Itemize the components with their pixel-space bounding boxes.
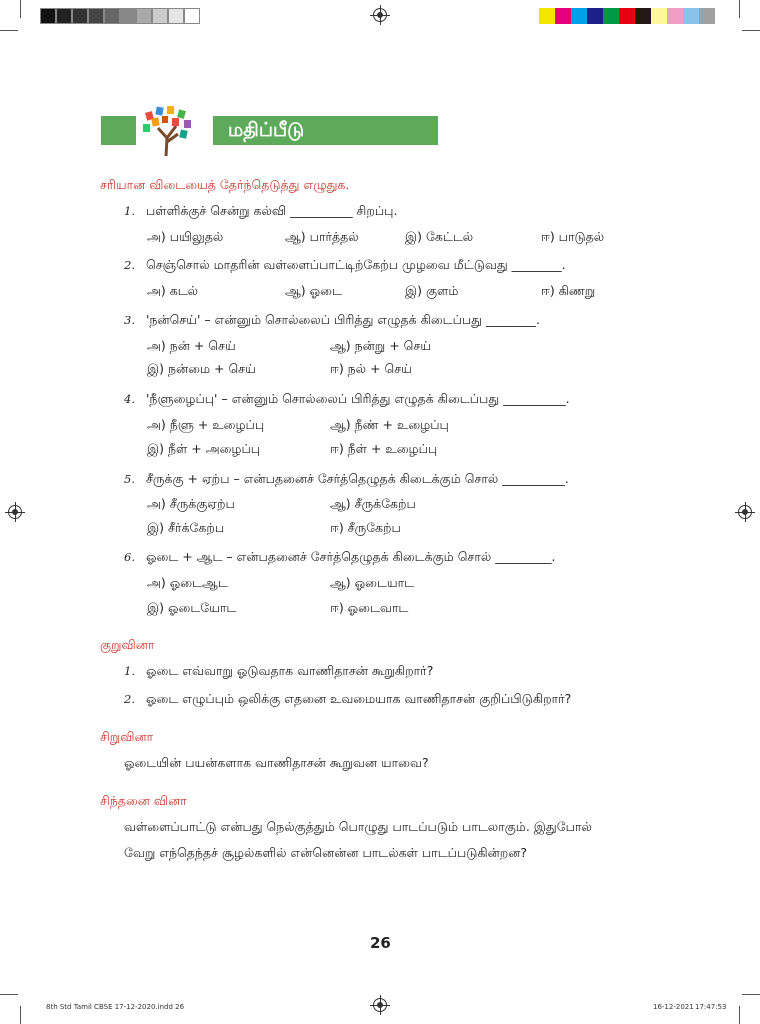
option-c: இ) நன்மை + செய் <box>147 361 256 376</box>
option-c: இ) கேட்டல் <box>405 229 474 244</box>
page-title: மதிப்பீடு <box>228 119 305 141</box>
thinking-heading: சிந்தனை வினா <box>100 793 187 808</box>
option-c: இ) நீள் + அழைப்பு <box>147 441 261 456</box>
option-a: அ) ஓடைஆட <box>147 575 228 590</box>
page-number: 26 <box>370 934 391 952</box>
option-d: ஈ) நீள் + உழைப்பு <box>330 441 438 456</box>
crop-mark <box>742 994 760 995</box>
option-c: இ) குளம் <box>405 283 459 298</box>
crop-mark <box>0 994 18 995</box>
banner-left-bar <box>101 116 136 145</box>
crop-mark <box>739 1006 740 1024</box>
question-3: 3. 'நன்செய்' – என்னும் சொல்லைப் பிரித்து எழுதக் கிடைப்பது ________. <box>124 312 541 327</box>
footer-time: 17:47:53 <box>695 1003 727 1011</box>
option-b: ஆ) நன்று + செய் <box>330 338 432 353</box>
footer-date: 16-12-2021 <box>653 1003 694 1011</box>
option-b: ஆ) சீருக்கேற்ப <box>330 496 416 511</box>
option-c: இ) சீர்க்கேற்ப <box>147 520 225 535</box>
thinking-line-2: வேறு எந்தெந்தச் சூழல்களில் என்னென்ன பாடல்கள் பாடப்படுகின்றன? <box>124 845 528 860</box>
registration-mark-icon <box>8 505 22 519</box>
crop-mark <box>0 30 18 31</box>
option-d: ஈ) கிணறு <box>541 283 596 298</box>
question-1: 1. பள்ளிக்குச் சென்று கல்வி __________ சிறப்பு. <box>124 203 398 218</box>
grayscale-calibration-bar <box>40 8 200 24</box>
short-question-2: 2. ஓடை எழுப்பும் ஒலிக்கு எதனை உவமையாக வாணிதாசன் குறிப்பிடுகிறார்? <box>124 691 572 706</box>
question-2: 2. செஞ்சொல் மாதரின் வள்ளைப்பாட்டிற்கேற்ப முழவை மீட்டுவது ________. <box>124 257 566 272</box>
option-a: அ) பயிலுதல் <box>147 229 224 244</box>
question-5: 5. சீருக்கு + ஏற்ப – என்பதனைச் சேர்த்தெழுதக் கிடைக்கும் சொல் __________. <box>124 471 569 486</box>
registration-mark-icon <box>738 505 752 519</box>
option-b: ஆ) ஓடையாட <box>330 575 415 590</box>
knowledge-tree-icon <box>140 104 196 158</box>
option-a: அ) நன் + செய் <box>147 338 236 353</box>
option-b: ஆ) நீண் + உழைப்பு <box>330 417 449 432</box>
question-4: 4. 'நீளுழைப்பு' – என்னும் சொல்லைப் பிரித்து எழுதக் கிடைப்பது __________. <box>124 391 570 406</box>
option-a: அ) சீருக்குஏற்ப <box>147 496 235 511</box>
crop-mark <box>20 1006 21 1024</box>
option-c: இ) ஓடையோட <box>147 600 237 615</box>
option-d: ஈ) ஓடைவாட <box>330 600 409 615</box>
option-a: அ) நீளு + உழைப்பு <box>147 417 265 432</box>
registration-mark-icon <box>373 998 387 1012</box>
footer-file-name: 8th Std Tamil CBSE 17-12-2020.indd 26 <box>46 1003 185 1011</box>
option-b: ஆ) பார்த்தல் <box>285 229 359 244</box>
crop-mark <box>20 0 21 18</box>
color-calibration-bar <box>539 8 715 24</box>
thinking-line-1: வள்ளைப்பாட்டு என்பது நெல்குத்தும் பொழுது பாடப்படும் பாடலாகும். இதுபோல் <box>124 819 592 834</box>
brief-answer-heading: சிறுவினா <box>100 729 154 744</box>
option-d: ஈ) பாடுதல் <box>541 229 605 244</box>
short-answer-heading: குறுவினா <box>100 637 155 652</box>
short-question-1: 1. ஓடை எவ்வாறு ஓடுவதாக வாணிதாசன் கூறுகிறார்? <box>124 663 434 678</box>
brief-question: ஓடையின் பயன்களாக வாணிதாசன் கூறுவன யாவை? <box>124 755 429 770</box>
crop-mark <box>742 30 760 31</box>
registration-mark-icon <box>373 8 387 22</box>
option-a: அ) கடல் <box>147 283 199 298</box>
question-6: 6. ஓடை + ஆட – என்பதனைச் சேர்த்தெழுதக் கிடைக்கும் சொல் _________. <box>124 549 556 564</box>
option-b: ஆ) ஓடை <box>285 283 342 298</box>
mcq-heading: சரியான விடையைத் தேர்ந்தெடுத்து எழுதுக. <box>100 177 350 192</box>
crop-mark <box>739 0 740 18</box>
option-d: ஈ) நல் + செய் <box>330 361 412 376</box>
option-d: ஈ) சீருகேற்ப <box>330 520 401 535</box>
